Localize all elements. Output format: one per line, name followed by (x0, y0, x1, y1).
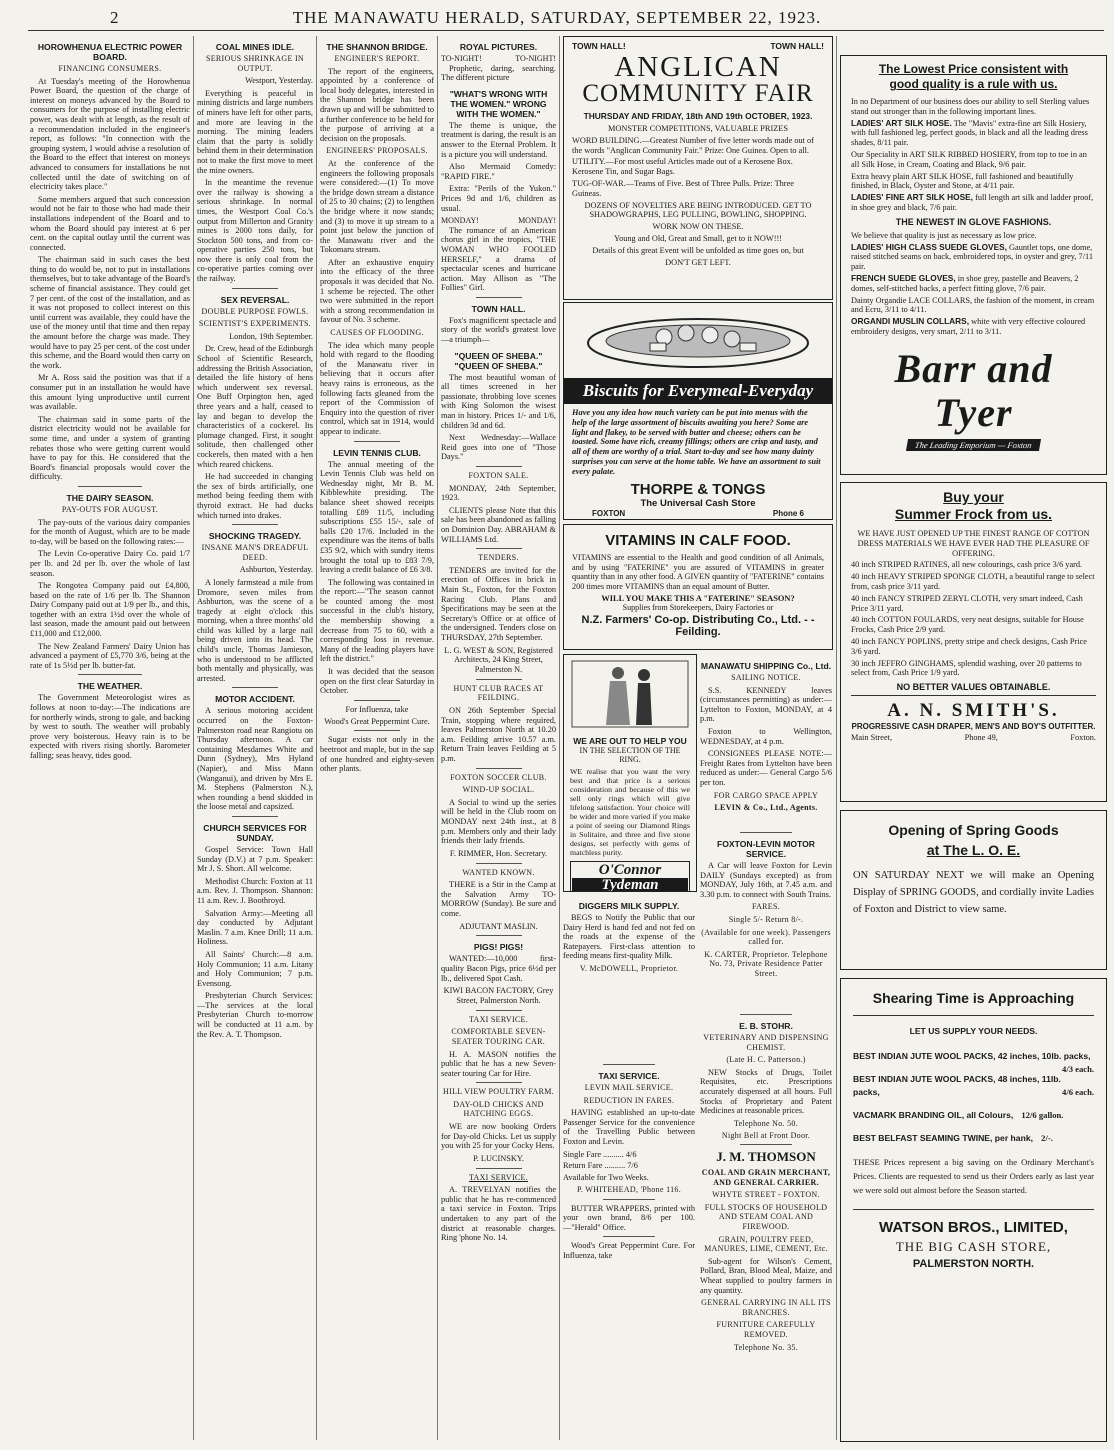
lowest-item-text: Our Speciality in ART SILK RIBBED HOSIERY, from top to toe in an all Silk Hose, in Cream, Coating and Black, 9/6 pair. (851, 149, 1087, 169)
frock-item: 40 inch STRIPED RATINES, all new colourings, cash price 3/6 yard. (851, 560, 1083, 570)
article-paragraph: Salvation Army:—Meeting all day conducted by Adjutant Maslin. 7 a.m. Knee Drill; 11 a.m. Holiness. (197, 908, 313, 947)
notice-paragraph: CONSIGNEES PLEASE NOTE:— Freight Rates from Lyttelton have been reduced as under:— General Cargo 5/6 per ton. (700, 749, 832, 787)
oconnor-name-1: O'Connor (598, 861, 662, 878)
article-paragraph: The pay-outs of the various dairy companies for the month of August, which are to be made to-day, will be based on the following rates:— (30, 517, 190, 546)
article-paragraph: The following was contained in the report:—"The season cannot be counted among the most successful in the club's history, the membership showing a decrease from 75 to 60, with a corresponding loss in revenue. Many of the leading players have left the district." (320, 577, 434, 664)
shearing-item-label: BEST BELFAST SEAMING TWINE, per hank, (853, 1133, 1034, 1143)
thorpe-tongs-name: THORPE & TONGS (630, 480, 766, 498)
ad-paragraph: Next Wednesday:—Wallace Reid goes into one of "Those Days." (441, 433, 556, 462)
article-subhead: DOUBLE PURPOSE FOWLS. (201, 306, 309, 316)
biscuit-tray-illustration (564, 303, 832, 373)
notice-headline: MANAWATU SHIPPING Co., Ltd. (700, 661, 832, 671)
notice-paragraph: A Social to wind up the series will be held in the Club room on MONDAY next 24th inst., at 8 p.m. Members only and their lady friends their lady friends. (441, 797, 556, 846)
shearing-item (853, 1073, 1094, 1099)
article-paragraph: At the conference of the engineers the following proposals were considered:—(1) To move the bridge down stream a distance of 25 to 30 chains; (2) to lengthen the bridge where it now stands; and (3) to move it up stream to a point just below the junction of the Manawatu river and the Tokomaru stream. (320, 158, 434, 255)
shipping-notice (700, 655, 832, 825)
spring-body: ON SATURDAY NEXT we will make an Opening Display of SPRING GOODS, and cordially invite Ladies of Foxton and District to view same. (853, 870, 1094, 915)
frock-item: 40 inch FANCY STRIPED ZERYL CLOTH, very smart indeed, Cash Price 3/11 yard. (851, 593, 1083, 613)
oconnor-logo (570, 861, 690, 892)
lowest-item-text: Gauntlet tops, one dome, raised stitched seams on back, embroidered tops, in oyster and grey, 7/11 pair. (851, 242, 1094, 272)
notice-signature: V. McDOWELL, Proprietor. (579, 963, 679, 973)
article-subhead: ENGINEER'S REPORT. (334, 54, 420, 63)
shearing-title: Shearing Time is Approaching (872, 990, 1075, 1006)
shearing-item-label: BEST INDIAN JUTE WOOL PACKS, 48 inches, 11lb. packs, (853, 1074, 1061, 1097)
oconnor-name-2: Tydeman (572, 878, 688, 892)
divider (476, 768, 522, 769)
divider (476, 466, 522, 467)
article-paragraph: A serious motoring accident occurred on the Foxton-Palmerston road near Rangiotu on Thursday afternoon. A car containing Mesdames White and Dunn (Sydney), Mrs Hyland (Napier), and Miss Mann (Wanganui), and driven by Mrs E. M. Stephens (Palmerston N.), when rounding a bend skidded in the loose metal and capsized. (197, 706, 313, 812)
notice-line: FULL STOCKS OF HOUSEHOLD AND STEAM COAL AND FIREWOOD. (704, 1202, 828, 1231)
notice-line: Available for Two Weeks. (563, 1173, 649, 1183)
article-paragraph: The chairman said in some parts of the district electricity would not be available for some time, and under a system of granting rebates those who were getting current would have to pay for this. He considered that the Board's financial proposals would cover the difficulty. (30, 414, 190, 482)
shearing-item-price: 12/6 gallon. (1021, 1110, 1064, 1120)
article-paragraph: Presbyterian Church Services:—The services at the local Presbyterian Church to-morrow will be conducted at 11 a.m. by the Rev. A. T. Thompson. (197, 991, 313, 1039)
vitamins-question: WILL YOU MAKE THIS A "FATERINE" SEASON? (601, 594, 795, 604)
notice-signature: KIWI BACON FACTORY, Grey Street, Palmerston North. (443, 986, 554, 1005)
column-divider (836, 36, 837, 1440)
frock-title-1: Buy your (943, 489, 1004, 505)
spring-title-2: at The L. O. E. (926, 842, 1021, 858)
ad-headline: TOWN HALL. (471, 303, 526, 314)
lowest-item-heading: FRENCH SUEDE GLOVES, (851, 272, 956, 283)
article-paragraph: Some members argued that such concession would not be fair to those who had made their installations independent of the Board and to whom the Board should pay interest at 6 per cent. on the capital outlay until the current was connected. (30, 194, 190, 252)
article-paragraph: Everything is peaceful in mining districts and large numbers of miners have left for other parts, and more are leaving in the morning. The mining leaders claim that the party is solidly behind them in their determination not to make the first move to meet the mine owners. (197, 88, 313, 175)
notice-text: MONDAY! (518, 216, 556, 226)
notice-text: TO-NIGHT! (515, 54, 556, 63)
notice-headline: HUNT CLUB RACES AT FEILDING. (453, 683, 544, 703)
article-subhead: FINANCING CONSUMERS. (58, 64, 162, 73)
vitamins-company: N.Z. Farmers' Co-op. Distributing Co., Ltd. - - Feilding. (581, 614, 815, 639)
watson-name: WATSON BROS., LIMITED, (879, 1219, 1068, 1236)
notice-line (441, 54, 556, 64)
notice-paragraph: Foxton to Wellington, WEDNESDAY, at 4 p.m. (700, 726, 832, 746)
fair-item: Young and Old, Great and Small, get to it NOW!!! (613, 233, 783, 243)
notice-subhead: COMFORTABLE SEVEN-SEATER TOURING CAR. (451, 1027, 546, 1046)
fair-item: UTILITY.—For most useful Articles made out of a Kerosene Box. Kerosene Tin, and Sugar Bags. (572, 157, 793, 177)
thomson-notice (700, 1140, 832, 1440)
divider (603, 1199, 656, 1200)
thorpe-tongs-phone: Phone 6 (772, 508, 804, 518)
notice-paragraph: HAVING established an up-to-date Passenger Service for the convenience of the Travelling Public between Foxton and Levin. (563, 1108, 695, 1146)
notice-signature: P. WHITEHEAD, 'Phone 116. (576, 1184, 682, 1194)
feature-title: "QUEEN OF SHEBA." "QUEEN OF SHEBA." (454, 350, 543, 371)
notice-line: Wood's Great Peppermint Cure. (324, 716, 430, 726)
ad-paragraph: Prophetic, daring, searching. The different picture (441, 63, 556, 83)
article-paragraph: At Tuesday's meeting of the Horowhenua Power Board, the question of the charge of interest on moneys advanced by the Board to consumers for the purpose of installing electric power, was dealt with at length, as the result of a recommendation included in the engineer's report, as follows: "In connection with the grouping system, I would advise a resolution of the Board to the effect that interest on moneys advanced to consumers for installations be not collected until the date of switching on of electricity takes place." (30, 76, 190, 192)
frock-footer: NO BETTER VALUES OBTAINABLE. (851, 682, 1096, 696)
notice-line: Single Fare .......... 4/6 (563, 1149, 637, 1159)
lowest-item-heading: LADIES' HIGH CLASS SUEDE GLOVES, (851, 241, 1007, 252)
spring-goods-ad (840, 810, 1107, 970)
notice-headline: DIGGERS MILK SUPPLY. (578, 901, 680, 911)
notice-signature: P. LUCINSKY. (473, 1153, 524, 1163)
notice-subhead: WHYTE STREET - FOXTON. (712, 1190, 820, 1200)
article-headline: SEX REVERSAL. (220, 294, 290, 305)
fair-item: WORK NOW ON THESE. (652, 222, 744, 232)
article-paragraph: The annual meeting of the Levin Tennis Club was held on Wednesday night, Mr B. M. Kibblewhite presiding. The balance sheet showed receipts totalling £89 11/5, including subscriptions £55 15/-, sale of balls £20 17/6. Included in the expenditure was the items of balls £35 9/2, which with sundry items brought the total up to £83 7/9, leaving a credit balance of £6 3/8. (320, 459, 434, 575)
biscuits-banner: Biscuits for Everymeal-Everyday (564, 378, 832, 404)
divider (232, 687, 278, 688)
divider (232, 288, 278, 289)
vitamins-supplied: Supplies from Storekeepers, Dairy Factories or (622, 603, 774, 613)
lowest-item-text: Extra heavy plain ART SILK HOSE, full fashioned and beautifully finished, in Black, Oyster and Stone, at 4/11 pair. (851, 171, 1074, 191)
oconnor-tydeman-ad (563, 654, 697, 892)
column-3 (320, 36, 434, 1440)
article-headline: THE WEATHER. (77, 681, 143, 692)
notice-line: For Influenza, take (345, 704, 409, 714)
shearing-item (853, 1132, 1094, 1145)
article-headline: MOTOR ACCIDENT. (215, 694, 295, 705)
vitamins-body: VITAMINS are essential to the Health and good condition of all Animals, and by using "FATERINE" you are assured of VITAMINS in greater quantity than in any other food. A GIVEN quantity of "FATERINE" contains 200 times more VITAMINS than an equal amount of Butter. (572, 553, 824, 591)
oconnor-subhead: IN THE SELECTION OF THE RING. (579, 746, 681, 765)
lowest-title-2: good quality is a rule with us. (889, 77, 1058, 91)
divider (354, 700, 400, 701)
notice-signature: ADJUTANT MASLIN. (459, 921, 538, 931)
shearing-body: THESE Prices represent a big saving on the Ordinary Merchant's Prices. Clients are requested to send us their Orders early as last year we were sold out almost before the Season started. (853, 1157, 1094, 1195)
shearing-item (853, 1109, 1094, 1122)
column-divider (437, 36, 438, 1440)
ad-paragraph: Extra: "Perils of the Yukon." Prices 9d and 1/6, children as usual. (441, 184, 556, 213)
article-paragraph: Methodist Church: Foxton at 11 a.m. Rev. J. Thompson. Shannon: 11 a.m. Rev. J. Boothroyd. (197, 876, 313, 905)
notice-line: Telephone No. 50. (733, 1118, 799, 1128)
shearing-subhead: LET US SUPPLY YOUR NEEDS. (909, 1026, 1038, 1036)
notice-signature: K. CARTER, Proprietor. Telephone No. 73, Private Residence Patter Street. (704, 949, 828, 978)
notice-paragraph: WE are now booking Orders for Day-old Chicks. Let us supply you with 25 for your Cocky Hens. (441, 1122, 556, 1151)
notice-signature: F. RIMMER, Hon. Secretary. (449, 848, 548, 858)
ad-paragraph: The most beautiful woman of all times screened in her passionate, throbbing love scenes with King Solomon the wisest man in history. Prices 1/- and 1/6, children 3d and 6d. (441, 372, 556, 430)
notice-paragraph: BEGS to Notify the Public that our Dairy Herd is hand fed and not fed on the roads at the expense of the Ratepayers. First-class attention to feeding means first-quality Milk. (563, 913, 695, 961)
masthead (0, 8, 1114, 30)
fair-item: DOZENS OF NOVELTIES ARE BEING INTRODUCED. GET TO SHADOWGRAPHS, LEG PULLING, BOWLING, SHOPPING. (584, 200, 812, 220)
divider (476, 1010, 522, 1011)
notice-line: Return Fare .......... 7/6 (563, 1161, 638, 1171)
notice-paragraph: H. A. MASON notifies the public that he has a new Seven-seater touring Car for Hire. (441, 1049, 556, 1078)
stohr-notice (700, 1010, 832, 1140)
notice-headline: FOXTON SOCCER CLUB. (450, 772, 547, 782)
vitamins-title: VITAMINS IN CALF FOOD. (605, 532, 791, 549)
shearing-item-label: BEST INDIAN JUTE WOOL PACKS, 42 inches, 10lb. packs, (853, 1051, 1091, 1061)
lowest-item-text: Dainty Organdie LACE COLLARS, the fashion of the moment, in cream and Ecru, 3/11 to 4/11. (851, 295, 1095, 315)
article-paragraph: Gospel Service: Town Hall Sunday (D.V.) at 7 p.m. Speaker: Mr J. S. Short. All welcome. (197, 844, 313, 874)
watson-town: PALMERSTON NORTH. (912, 1258, 1035, 1270)
divider (740, 832, 793, 833)
spring-title-1: Opening of Spring Goods (888, 822, 1059, 838)
notice-subhead: (Late H. C. Patterson.) (726, 1055, 806, 1065)
barr-tyer-logo (851, 347, 1096, 453)
article-headline: CHURCH SERVICES FOR SUNDAY. (203, 822, 307, 843)
article-paragraph: The idea which many people hold with regard to the flooding of the Manawatu river in believing that it occurs after heavy rains is erroneous, as the following facts gleaned from the report of the Commission of Enquiry into the question of river control, which sat in 1914, would appear to indicate. (320, 340, 434, 436)
vitamins-ad (563, 524, 833, 650)
notice-subhead: FARES. (751, 902, 781, 912)
column-divider (193, 36, 194, 1440)
notice-paragraph: MONDAY, 24th September, 1923. (441, 483, 556, 503)
column-1 (30, 36, 190, 1440)
shearing-item (853, 1050, 1094, 1074)
notice-subhead: VETERINARY AND DISPENSING CHEMIST. (703, 1033, 829, 1052)
divider (354, 730, 400, 731)
thorpe-tongs-town: FOXTON (592, 508, 626, 518)
smith-address: Main Street, (851, 733, 893, 743)
article-paragraph: Westport, Yesterday. (245, 76, 313, 86)
notice-paragraph: Sub-agent for Wilson's Cement, Pollard, Bran, Blood Meal, Maize, and Wheat supplied to poultry farmers in any quantity. (700, 1256, 832, 1295)
barr-tyer-ad (840, 55, 1107, 475)
divider (476, 935, 522, 936)
notice-signature: L. G. WEST & SON, Registered Architects, 24 King Street, Palmerston N. (444, 645, 553, 675)
article-headline: THE DAIRY SEASON. (66, 492, 154, 503)
notice-paragraph: CLIENTS please Note that this sale has been abandoned as falling on Dominion Day. ABRAHAM & WILLIAMS Ltd. (441, 505, 556, 544)
article-subhead: SERIOUS SHRINKAGE IN OUTPUT. (205, 54, 304, 73)
article-paragraph: A lonely farmstead a mile from Dromore, seven miles from Ashburton, was the scene of a tragedy at eight o'clock this morning, when a three months' old child was killed by a large nail being driven into its head. The child's uncle, Thomas Jamieson, who is understood to be afflicted both mentally and physically, was arrested. (197, 577, 313, 683)
notice-line: (Available for one week). Passengers called for. (701, 927, 831, 947)
article-headline: COAL MINES IDLE. (215, 42, 295, 52)
notice-headline: E. B. STOHR. (739, 1021, 793, 1031)
notice-subhead: COAL AND GRAIN MERCHANT, AND GENERAL CARRIER. (701, 1168, 831, 1187)
ad-headline: ROYAL PICTURES. (459, 42, 538, 52)
notice-subhead: WIND-UP SOCIAL. (462, 785, 535, 795)
article-paragraph: Sugar exists not only in the beetroot and maple, but in the sap of one hundred and eighty-seven other plants. (320, 735, 434, 774)
smith-tagline: PROGRESSIVE CASH DRAPER, MEN'S AND BOY'S OUTFITTER. (851, 722, 1096, 732)
article-headline: THE SHANNON BRIDGE. (326, 42, 428, 52)
notice-line: Single 5/- Return 8/-. (728, 914, 804, 924)
divider (603, 1236, 656, 1237)
lowest-item-text: full length art silk and ladder proof, in shoe grey and black, 7/6 pair. (851, 193, 1094, 212)
article-paragraph: It was decided that the season open on the first clear Saturday in October. (320, 667, 434, 696)
notice-headline: TAXI SERVICE. (468, 1172, 529, 1182)
divider (740, 1144, 793, 1145)
notice-headline: TENDERS. (478, 553, 519, 563)
column-2 (197, 36, 313, 1440)
oconnor-body: WE realise that you want the very best and that price is a serious consideration and because of this we sell only rings which will give lifelong satisfaction. Your choice will be wider and more varied if you make a point of seeing our Diamond Rings in Solitaire, and three and five stone designs, set perfectly with gems of matchless purity. (570, 766, 690, 857)
barr-tyer-tagline: The Leading Emporium — Foxton (906, 439, 1041, 451)
article-paragraph: The report of the engineers, appointed by a conference of local body delegates, interested in the Shannon bridge has been drawn up and will be submitted to a further conference to be held for the purpose of arriving at a decision on the proposals. (320, 66, 434, 143)
taxi-notice (563, 1060, 695, 1440)
fair-title-line2: COMMUNITY FAIR (582, 80, 814, 107)
fair-town-hall-right: TOWN HALL! (770, 41, 824, 51)
frock-title-2: Summer Frock from us. (894, 506, 1053, 522)
notice-headline: FOXTON SALE. (468, 471, 529, 480)
oconnor-headline: WE ARE OUT TO HELP YOU (573, 736, 687, 746)
barr-tyer-name: Barr and Tyer (894, 345, 1053, 435)
summer-frock-ad (840, 482, 1107, 802)
biscuits-body: Have you any idea how much variety can be put into menus with the help of the large assortment of biscuits awaiting you here? Some are light and flakey, to be served with butter and cheese; others can be toasted. Some have rich, creamy fillings; others are crisp and tasty, and all of them are worthy of a trial. Start to-day and see how many dainty surprises you can serve at the home table. We have an assortment to suit every palate. (572, 408, 821, 476)
ad-paragraph: Also Mermaid Comedy: "RAPID FIRE." (441, 162, 556, 181)
notice-line: FURNITURE CAREFULLY REMOVED. (716, 1320, 816, 1339)
notice-line: LEVIN & Co., Ltd., Agents. (714, 803, 818, 813)
notice-line: Night Bell at Front Door. (721, 1131, 811, 1140)
article-paragraph: The chairman said in such cases the best thing to do would be, not to put in installations themselves, but to take advantage of the Board's scheme of financial assistance. They could get 7 per cent. of the cost of the installation, and as it was not proposed to collect interest on this until current was available, they could have the use of the money until that time and then repay the amount before the charge was made. They would have to pay 25 per cent. of the cost under this scheme, and the Board would then carry on the work. (30, 255, 190, 370)
notice-line (441, 216, 556, 226)
notice-subhead: SAILING NOTICE. (731, 673, 801, 682)
page-number: 2 (110, 8, 120, 27)
shearing-item-price: 4/3 each. (1062, 1064, 1094, 1074)
community-fair-ad (563, 36, 833, 300)
article-paragraph: All Saints' Church:—8 a.m. Holy Communion; 11 a.m. Litany and Holy Communion; 7 p.m. Evensong. (197, 949, 313, 988)
fair-item: WORD BUILDING.—Greatest Number of five letter words made out of the words "Anglican Community Fair." Prize: One Guinea. Open to all. (572, 135, 814, 155)
notice-headline: FOXTON-LEVIN MOTOR SERVICE. (716, 839, 816, 859)
column-4 (441, 36, 556, 1440)
thorpe-tongs-tag: The Universal Cash Store (640, 497, 756, 509)
notice-headline: HILL VIEW POULTRY FARM. (443, 1087, 554, 1097)
diggers-milk-notice (563, 895, 695, 1070)
frock-item: 30 inch JEFFRO GINGHAMS, splendid washing, over 20 patterns to select from, Cash Price 1/9 yard. (851, 658, 1082, 678)
feature-title: "WHAT'S WRONG WITH THE WOMEN." WRONG WITH THE WOMEN." (449, 88, 548, 119)
notice-line: FOR CARGO SPACE APPLY (713, 790, 819, 800)
notice-subhead: REDUCTION IN FARES. (583, 1095, 675, 1105)
notice-paragraph: A. TREVELYAN notifies the public that he has re-commenced a taxi service in Foxton. Trips undertaken to any part of the district at reasonable charges. Ring 'phone No. 14. (441, 1185, 556, 1243)
notice-paragraph: A Car will leave Foxton for Levin DAILY (Sundays excepted) as from MONDAY, July 16th, at 7.45 a.m. and 3.30 p.m. to connect with South Trains. (700, 861, 832, 899)
article-headline: LEVIN TENNIS CLUB. (333, 447, 421, 458)
shearing-item-label: VACMARK BRANDING OIL, all Colours, (853, 1110, 1014, 1120)
watson-store: THE BIG CASH STORE, (895, 1239, 1052, 1254)
fair-subtitle: MONSTER COMPETITIONS, VALUABLE PRIZES (608, 124, 788, 133)
article-headline: SHOCKING TRAGEDY. (208, 531, 302, 542)
lowest-item-text: in shoe grey, pastelle and Beavers, 2 domes, self-stitched backs, a perfect fitting glove, 7/6 pair. (851, 273, 1079, 293)
notice-line: Telephone No. 35. (733, 1342, 799, 1352)
notice-text: MONDAY! (441, 216, 479, 226)
article-headline: HOROWHENUA ELECTRIC POWER BOARD. (37, 42, 183, 62)
notice-headline: PIGS! PIGS! (473, 942, 524, 953)
notice-paragraph: THERE is a Stir in the Camp at the Salvation Army TO-MORROW (Sunday). Be sure and come. (441, 880, 556, 918)
notice-line: GRAIN, POULTRY FEED, MANURES, LIME, CEMENT, Etc. (704, 1234, 828, 1254)
smith-name: A. N. SMITH'S. (887, 700, 1060, 722)
lowest-item-heading: ORGANDI MUSLIN COLLARS, (851, 316, 969, 327)
foxton-levin-notice (700, 828, 832, 1008)
shearing-item-price: 2/-. (1041, 1133, 1053, 1143)
fair-dates: THURSDAY AND FRIDAY, 18th AND 19th OCTOBER, 1923. (583, 111, 813, 121)
ad-paragraph: The theme is unique, the treatment is daring, the result is an answer to the Eternal Problem. It is a picture you will understand. (441, 120, 556, 159)
notice-paragraph: Wood's Great Peppermint Cure. For Influenza, take (563, 1241, 695, 1260)
notice-headline: TAXI SERVICE. (468, 1014, 529, 1024)
lowest-item-heading: LADIES' ART SILK HOSE. (851, 117, 952, 128)
article-paragraph: In the meantime the revenue over the railway is showing a serious shrinkage. In normal times, the Westport Coal Co.'s output from Millerton and Granity mines is 2000 tons daily, for Stockton 500 tons, and from co-operative parties 250 tons, but now there is only coal from the co-operative parties coming over the railway. (197, 178, 313, 284)
notice-subhead: LEVIN MAIL SERVICE. (584, 1083, 674, 1092)
notice-paragraph: BUTTER WRAPPERS, printed with your own brand, 8/6 per 100.—"Herald" Office. (563, 1203, 695, 1232)
article-paragraph: After an exhaustive enquiry into the efficacy of the three proposals it was decided that No. 1 scheme be rejected. The other two were submitted in the report with a strong recommendation in favour of No. 3 scheme. (320, 257, 434, 325)
article-paragraph: The Levin Co-operative Dairy Co. paid 1/7 per lb. and 2d per lb. over the whole of last season. (30, 549, 190, 578)
divider (740, 1014, 793, 1015)
lowest-item-text: The "Mavis" extra-fine art Silk Hosiery, with full fashioned leg, perfect goods, in black and all the leading dress shades, 8/11 pair. (851, 118, 1088, 148)
shearing-ad (840, 978, 1107, 1442)
couple-illustration (564, 655, 696, 731)
frock-item: 40 inch FANCY POPLINS, pretty stripe and check designs, Cash Price 3/6 yard. (851, 636, 1087, 656)
notice-paragraph: ON 26th September Special Train, stopping where required, leaves Palmerston North at 10.20 a.m. Feilding arrive 10.57 a.m. Return Train leaves Feilding at 5 p.m. (441, 706, 556, 764)
lowest-subhead: THE NEWEST IN GLOVE FASHIONS. (895, 216, 1052, 227)
article-subhead: CAUSES OF FLOODING. (330, 328, 424, 338)
article-subhead: INSANE MAN'S DREADFUL DEED. (201, 543, 309, 562)
lowest-item-heading: LADIES' FINE ART SILK HOSE, (851, 192, 973, 203)
notice-line: GENERAL CARRYING IN ALL ITS BRANCHES. (701, 1298, 831, 1317)
smith-town: Foxton. (1070, 733, 1096, 743)
article-paragraph: Ashburton, Yesterday. (239, 565, 313, 575)
fair-title-line1: ANGLICAN (614, 51, 782, 83)
article-subhead: PAY-OUTS FOR AUGUST. (61, 504, 159, 514)
biscuits-ad (563, 302, 833, 520)
fair-item: Details of this great Event will be unfolded as time goes on, but (592, 245, 804, 255)
divider (476, 863, 522, 864)
notice-paragraph: S.S. KENNEDY leaves (circumstances permitting) as under:— Lyttelton to Foxton, MONDAY, at 4 p.m. (700, 685, 832, 724)
lowest-intro: In no Department of our business does our ability to sell Sterling values stand out stronger than in the following important lines. (851, 97, 1090, 116)
divider (476, 548, 522, 549)
article-paragraph: The Rongotea Company paid out £4,800, based on the rate of 1/6 per lb. The Shannon Dairy Company paid out at 1/9 per lb., and this, together with an extra 1½d over the whole of last season, made the amount paid out between £11,000 and £12,000. (30, 581, 190, 639)
divider (603, 1064, 656, 1065)
divider (232, 524, 278, 525)
frock-intro: WE HAVE JUST OPENED UP THE FINEST RANGE OF COTTON DRESS MATERIALS WE HAVE EVER HAD THE PLEASURE OF OFFERING. (857, 529, 1090, 558)
article-paragraph: The New Zealand Farmers' Dairy Union has advanced a payment of £5,770 3/6, being at the rate of 1s 5½d per lb. butter-fat. (30, 641, 190, 670)
fair-item: DON'T GET LEFT. (665, 257, 731, 267)
newspaper-title: THE MANAWATU HERALD, SATURDAY, SEPTEMBER 22, 1923. (292, 8, 822, 27)
notice-paragraph: TENDERS are invited for the erection of Offices in brick in Main St., Foxton, for the Foxton Racing Club. Plans and Specifications may be seen at the Secretary's Office or at office of the undersigned. Tenders close on THURSDAY, 27th September. (441, 565, 556, 642)
fair-town-hall-left: TOWN HALL! (572, 41, 626, 51)
lowest-item-text: We believe that quality is just as necessary as low price. (851, 230, 1037, 240)
frock-item: 40 inch HEAVY STRIPED SPONGE CLOTH, a beautiful range to select from, cash price 3/11 yard. (851, 572, 1095, 591)
article-subhead: ENGINEERS' PROPOSALS. (326, 146, 428, 156)
fair-item: TUG-OF-WAR.—Teams of Five. Best of Three Pulls. Prize: Three Guineas. (572, 178, 794, 198)
notice-paragraph: WANTED:—10,000 first-quality Bacon Pigs, price 6½d per lb., delivered Spot Cash. (441, 954, 556, 983)
article-paragraph: Dr. Crew, head of the Edinburgh School of Scientific Research, addressing the British Association, detailed the life history of hens which underwent sex reversal. One Buff Orpington hen, aged three years and a half, ceased to lay and began to develop the characteristics of a cockerel. Its plumage changed. First, it sought solitude, then challenged other cockerels, then mated with a hen which reared chickens. (197, 344, 313, 469)
masthead-rule (28, 30, 1104, 31)
article-paragraph: He had succeeded in changing the sex of birds artificially, one method being feeding them with thyroid extract. He had ducks which turned into drakes. (197, 472, 313, 520)
article-paragraph: The Government Meteorologist wires as follows at noon to-day:—The indications are for northerly winds, strong to gale, and backing by west to south. The weather will probably prove very boisterous. Heavy rain is to be expected with rivers rising shortly. Barometer falling; seas heavy, tides good. (30, 693, 190, 760)
lowest-title-1: The Lowest Price consistent with (878, 62, 1069, 76)
smith-phone: Phone 49, (964, 733, 998, 743)
article-subhead: SCIENTIST'S EXPERIMENTS. (198, 319, 312, 329)
article-paragraph: Mr A. Ross said the position was that if a consumer put in an installation he would have this amount lying unproductive until current was available. (30, 373, 190, 412)
divider (476, 1168, 522, 1169)
divider (78, 674, 142, 675)
column-divider (316, 36, 317, 1440)
ad-paragraph: Fox's magnificent spectacle and story of the world's greatest love—a triumph— (441, 315, 556, 345)
divider (354, 441, 400, 442)
divider (232, 816, 278, 817)
lowest-item-text: white with very effective coloured embroidery designs, very smart, 2/11 to 3/11. (851, 317, 1086, 336)
article-paragraph: London, 19th September. (229, 331, 313, 341)
notice-subhead: DAY-OLD CHICKS AND HATCHING EGGS. (453, 1099, 544, 1119)
notice-headline: WANTED KNOWN. (462, 867, 535, 877)
column-divider (559, 36, 560, 1440)
notice-text: TO-NIGHT! (441, 54, 482, 63)
divider (476, 297, 522, 298)
ad-paragraph: The romance of an American chorus girl in the tropics, "THE WOMAN WHO FOOLED HERSELF," a drama of spectacular scenes and hurricane action. May Allison as "The Follies" Girl. (441, 225, 556, 293)
divider (78, 486, 142, 487)
shearing-item-price: 4/6 each. (1062, 1087, 1094, 1097)
divider (476, 1082, 522, 1083)
thomson-name: J. M. THOMSON (716, 1149, 816, 1164)
notice-paragraph: NEW Stocks of Drugs, Toilet Requisites, etc. Prescriptions accurately dispensed at all hours. Full Stocks of Proprietary and Patent Medicines at reasonable prices. (700, 1067, 832, 1116)
divider (476, 679, 522, 680)
notice-headline: TAXI SERVICE. (598, 1071, 660, 1081)
frock-item: 40 inch COTTON FOULARDS, very neat designs, suitable for House Frocks, Cash Price 2/9 yard. (851, 615, 1084, 635)
